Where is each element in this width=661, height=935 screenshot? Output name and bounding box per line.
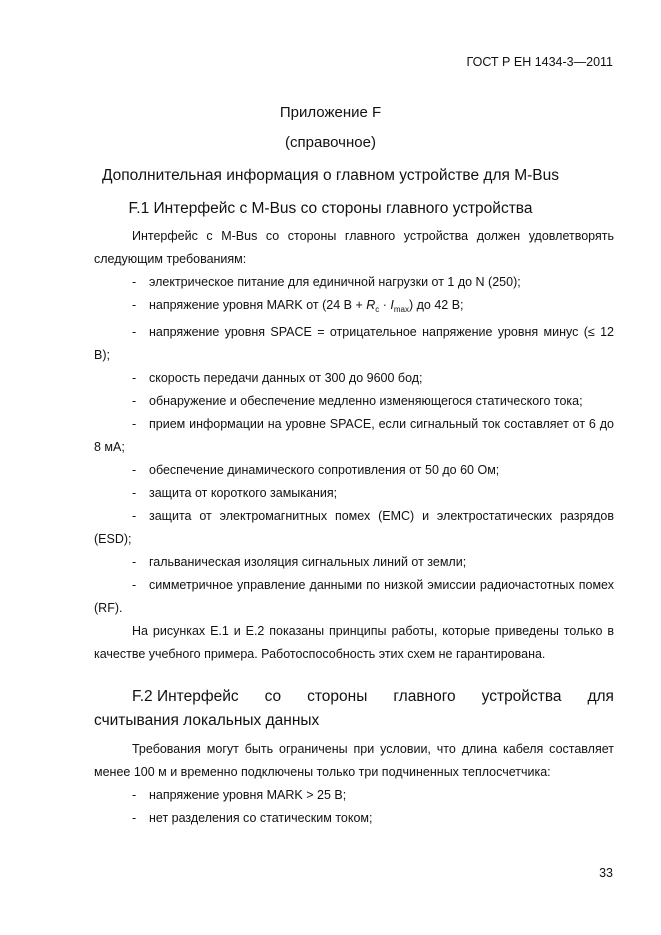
list-item: - защита от короткого замыкания; [132, 486, 338, 500]
list-item: - нет разделения со статическим током; [132, 811, 373, 825]
list-item: - прием информации на уровне SPACE, если сигнальный ток составляет от 6 до 8 мА; [94, 417, 614, 454]
document-code: ГОСТ Р ЕН 1434-3—2011 [466, 55, 613, 69]
list-item: - защита от электромагнитных помех (EMC) и электростатических разрядов (ESD); [94, 509, 614, 546]
section-f1-heading: F.1 Интерфейс с M-Bus со стороны главного устройства [128, 200, 533, 217]
list-item: - напряжение уровня MARK от (24 $В + R_c \cdot I_{max}$) до 42 В; [132, 298, 464, 314]
heading-word: главного [393, 688, 456, 705]
section-f1-closing: На рисунках Е.1 и Е.2 показаны принципы работы, которые приведены только в качестве учебного примера. Работоспособность этих схем не гарантирована. [94, 624, 614, 661]
section-f1-intro: Интерфейс с M-Bus со стороны главного устройства должен удовлетворять следующим требованиям: [94, 229, 614, 266]
list-item: - обнаружение и обеспечение медленно изменяющегося статического тока; [132, 394, 583, 408]
page-number: 33 [599, 866, 613, 880]
appendix-subtitle: (справочное) [285, 134, 376, 151]
heading-word: F.2 Интерфейс [132, 688, 239, 705]
appendix-title: Приложение F [279, 104, 382, 121]
heading-word: устройства [481, 688, 562, 705]
section-f2-heading-line2: считывания локальных данных [94, 712, 320, 729]
list-item: - напряжение уровня MARK > 25 В; [132, 788, 347, 802]
section-f1-body [94, 225, 614, 666]
section-f2-heading [94, 685, 614, 733]
section-f2-body [94, 738, 614, 830]
list-item: - скорость передачи данных от 300 до 9600 бод; [132, 371, 423, 385]
list-item: - электрическое питание для единичной нагрузки от 1 до N (250); [132, 275, 521, 289]
list-item: - обеспечение динамического сопротивления от 50 до 60 Ом; [132, 463, 500, 477]
list-item: - гальваническая изоляция сигнальных линий от земли; [132, 555, 467, 569]
heading-word: со [264, 688, 282, 705]
list-item: - напряжение уровня SPACE = отрицательное напряжение уровня минус (≤ 12 В); [94, 325, 614, 362]
appendix-heading: Дополнительная информация о главном устройстве для M-Bus [102, 167, 559, 184]
heading-word: стороны [307, 688, 368, 705]
section-f2-intro: Требования могут быть ограничены при условии, что длина кабеля составляет менее 100 м и временно подключены только три подчиненных теплосчетчика: [94, 742, 614, 779]
heading-word: для [587, 688, 614, 705]
list-item: - симметричное управление данными по низкой эмиссии радиочастотных помех (RF). [94, 578, 614, 615]
